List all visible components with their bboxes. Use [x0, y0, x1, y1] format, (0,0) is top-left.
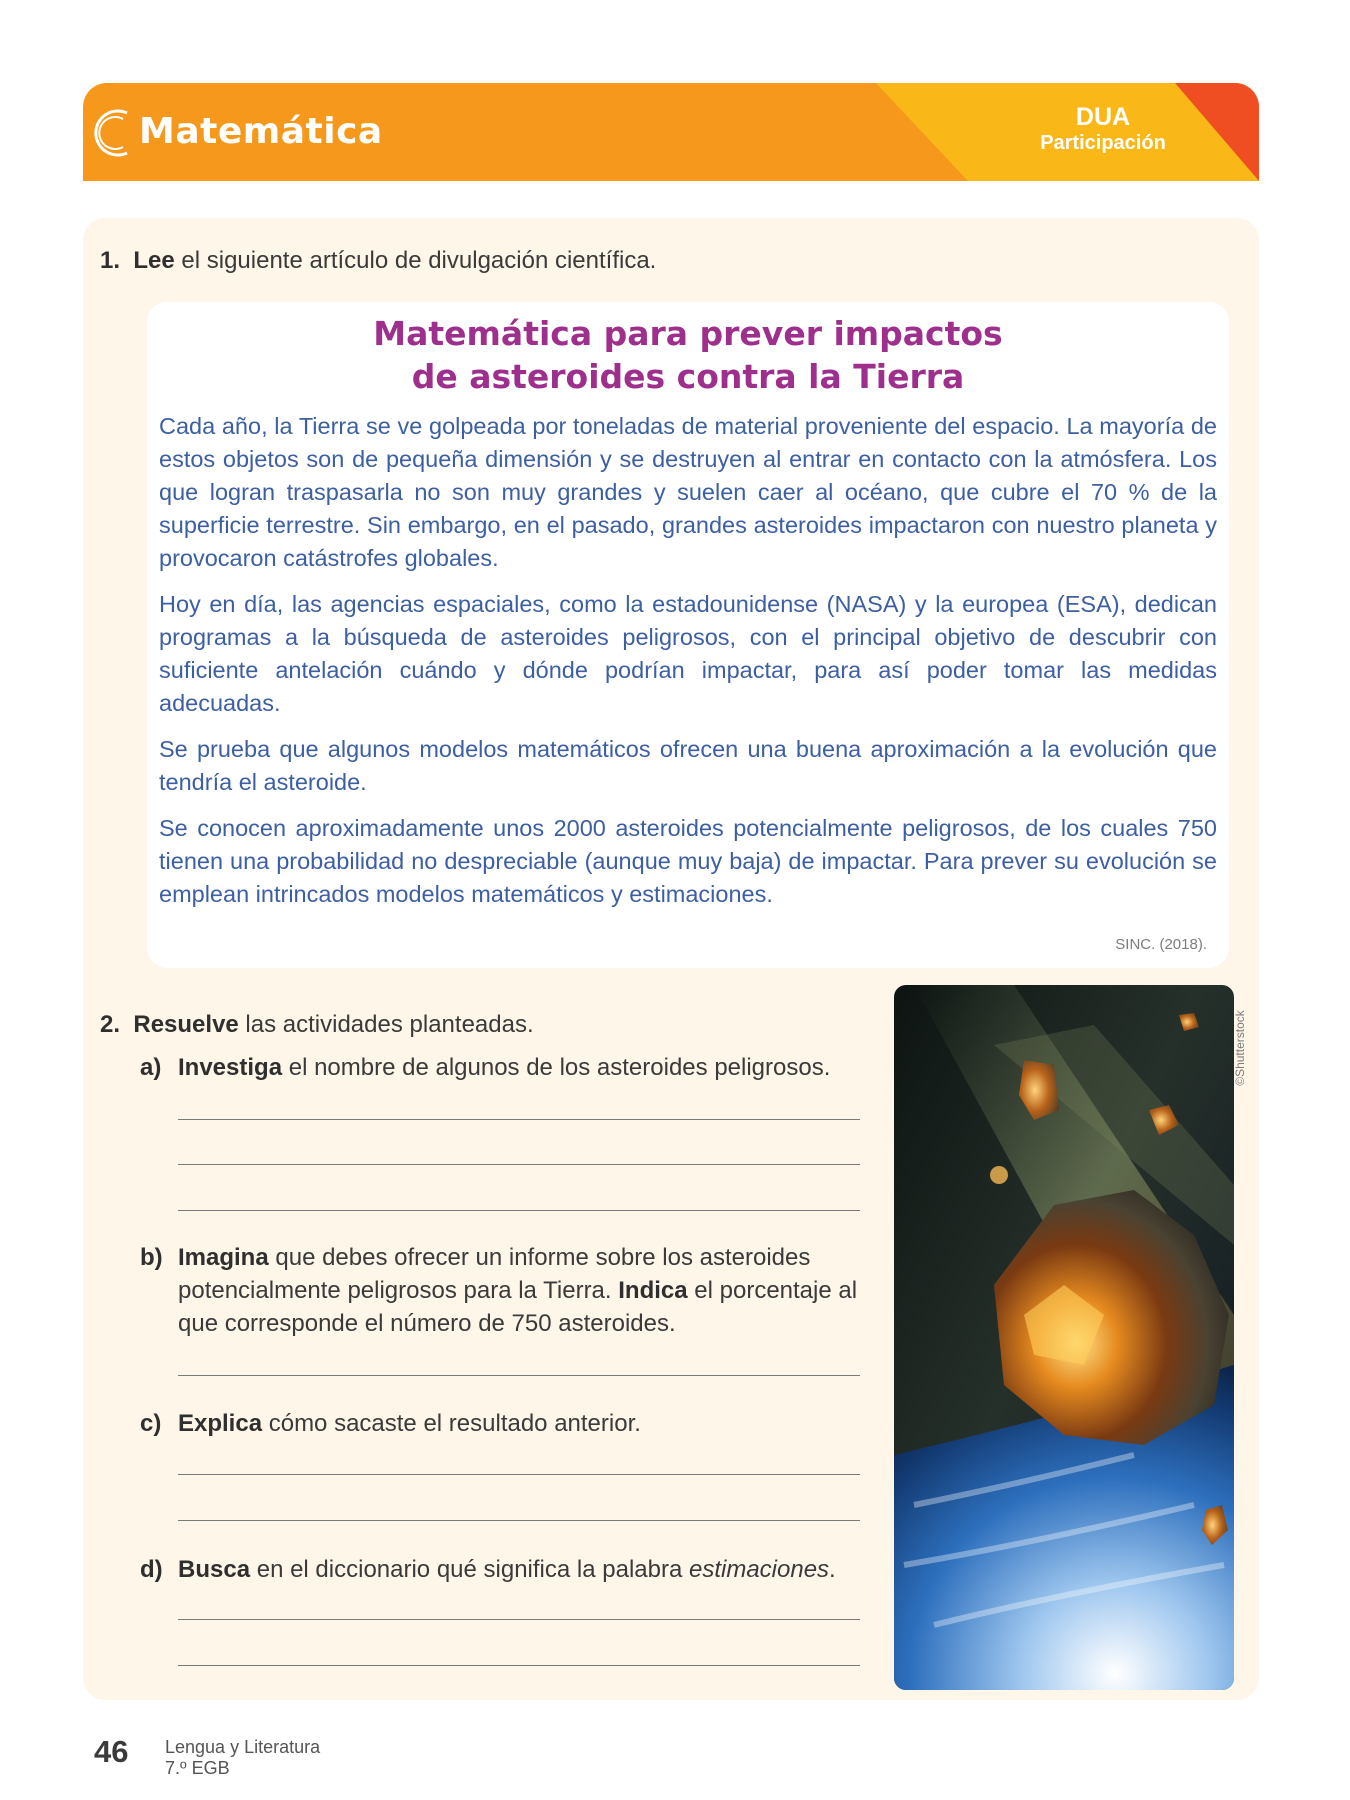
activity-verb: Investiga	[178, 1054, 283, 1081]
question-2	[100, 1011, 534, 1039]
dua-badge	[983, 103, 1223, 155]
activity-a	[140, 1051, 860, 1084]
subject-c-icon	[83, 103, 143, 163]
activity-label: a)	[140, 1054, 162, 1081]
activity-text: en el diccionario qué significa la palabra	[250, 1556, 689, 1583]
question-text: el siguiente artículo de divulgación científica.	[174, 247, 657, 274]
article-card	[147, 302, 1229, 968]
activity-verb-2: Indica	[618, 1277, 688, 1304]
answer-line-a2[interactable]	[178, 1164, 860, 1165]
question-1	[100, 247, 656, 275]
asteroid-earth-image	[894, 985, 1234, 1690]
article-source: SINC. (2018).	[1115, 936, 1207, 953]
activity-verb: Imagina	[178, 1244, 269, 1271]
image-credit-text: ©Shutterstock	[1232, 1010, 1247, 1086]
dua-title: DUA	[1075, 103, 1131, 131]
answer-line-a1[interactable]	[178, 1119, 860, 1120]
question-verb: Lee	[133, 247, 175, 274]
activity-verb: Explica	[178, 1410, 263, 1437]
answer-line-c1[interactable]	[178, 1474, 860, 1475]
article-title	[147, 312, 1229, 398]
answer-line-d1[interactable]	[178, 1619, 860, 1620]
page-number: 46	[94, 1734, 129, 1769]
question-verb: Resuelve	[133, 1011, 239, 1038]
question-text: las actividades planteadas.	[238, 1011, 534, 1038]
question-number: 1.	[100, 247, 121, 274]
answer-line-c2[interactable]	[178, 1520, 860, 1521]
activity-text-2: el porcentaje al que corresponde el número de 750 asteroides.	[178, 1277, 858, 1337]
activity-text: el nombre de algunos de los asteroides peligrosos.	[282, 1054, 831, 1081]
dua-subtitle: Participación	[1040, 132, 1166, 154]
answer-line-b1[interactable]	[178, 1375, 860, 1376]
activity-c	[140, 1407, 860, 1440]
answer-line-a3[interactable]	[178, 1210, 860, 1211]
activity-text-end: .	[829, 1556, 836, 1583]
article-title-line2: de asteroides contra la Tierra	[411, 357, 965, 396]
activity-b	[140, 1241, 860, 1340]
subject-title: Matemática	[139, 111, 383, 152]
activity-text: que debes ofrecer un informe sobre los asteroides potencialmente peligrosos para la Tierra.	[178, 1244, 811, 1304]
subject-header	[83, 83, 1259, 181]
activity-text: cómo sacaste el resultado anterior.	[262, 1410, 641, 1437]
activity-label: b)	[140, 1244, 163, 1271]
activity-label: c)	[140, 1410, 162, 1437]
footer-grade: 7.º EGB	[165, 1758, 230, 1778]
activity-label: d)	[140, 1556, 163, 1583]
footer-book-title: Lengua y Literatura	[165, 1737, 321, 1757]
answer-line-d2[interactable]	[178, 1665, 860, 1666]
activity-verb: Busca	[178, 1556, 251, 1583]
article-paragraph: Se conocen aproximadamente unos 2000 asteroides potencialmente peligrosos, de los cuales 750 tienen una probabilidad no despreciable (aunque muy baja) de impactar. Para prever su evolución se emplean intrincados modelos matemáticos y estimaciones.	[159, 815, 1217, 907]
activity-d	[140, 1553, 860, 1586]
image-credit	[1232, 1005, 1258, 1095]
footer-book-info	[165, 1737, 320, 1779]
activity-italic-word: estimaciones	[688, 1556, 830, 1583]
article-body	[159, 410, 1217, 924]
article-paragraph: Hoy en día, las agencias espaciales, como la estadounidense (NASA) y la europea (ESA), dedican programas a la búsqueda de asteroides peligrosos, con el principal objetivo de descubrir con suficiente antelación cuándo y dónde podrían impactar, para así poder tomar las medidas adecuadas.	[159, 591, 1217, 716]
article-paragraph: Cada año, la Tierra se ve golpeada por toneladas de material proveniente del espacio. La mayoría de estos objetos son de pequeña dimensión y se destruyen al entrar en contacto con la atmósfera. Los que logran traspasarla no son muy grandes y suelen caer al océano, que cubre el 70 % de la superficie terrestre. Sin embargo, en el pasado, grandes asteroides impactaron con nuestro planeta y provocaron catástrofes globales.	[159, 413, 1217, 571]
question-number: 2.	[100, 1011, 121, 1038]
article-paragraph: Se prueba que algunos modelos matemáticos ofrecen una buena aproximación a la evolución que tendría el asteroide.	[159, 736, 1217, 795]
article-title-line1: Matemática para prever impactos	[373, 314, 1003, 353]
